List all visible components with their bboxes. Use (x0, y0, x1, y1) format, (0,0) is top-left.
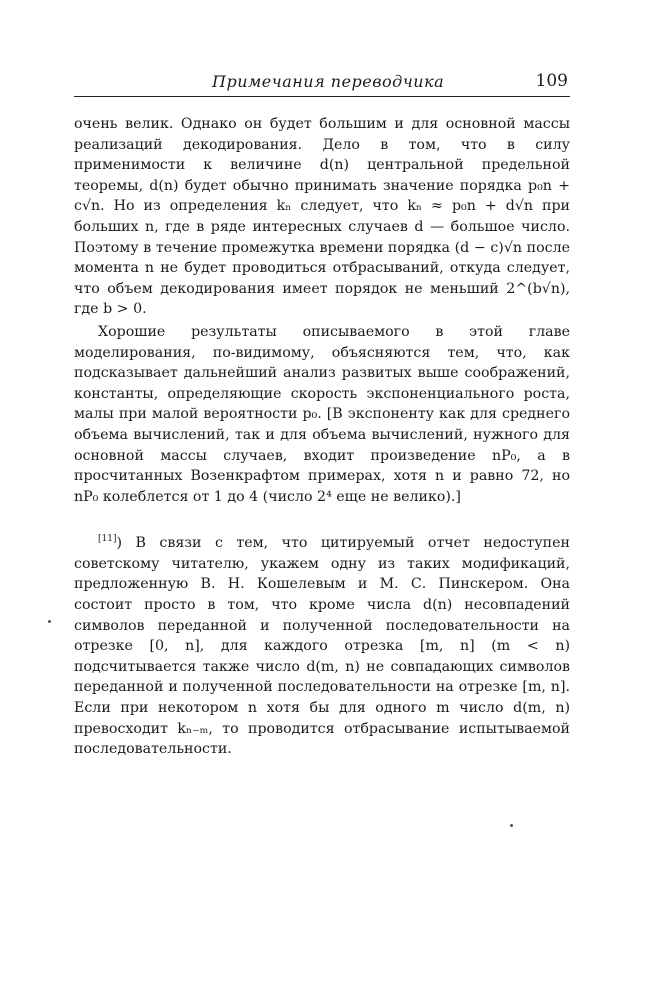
paragraph-1: очень велик. Однако он будет большим и для основной массы реализаций декодирования. Дело в том, что в силу применимости к величине d(n) центральной предельной теоремы, d(n) будет обычно принимать значение порядка p₀n + c√n. Но из определения kₙ следует, что kₙ ≈ p₀n + d√n при больших n, где в ряде интересных случаев d — большое число. Поэтому в течение промежутка времени порядка (d − c)√n после момента n не будет проводиться отбрасываний, откуда следует, что объем декодирования имеет порядок не меньший 2^(b√n), где b > 0. (74, 116, 570, 318)
footnote-marker: [11] (98, 534, 117, 545)
paragraph-2: Хорошие результаты описываемого в этой главе моделирования, по-видимому, объясняются тем, что, как подсказывает дальнейший анализ развитых выше соображений, константы, определяющие скорость экспоненциального роста, малы при малой вероятности p₀. [В экспоненту как для среднего объема вычислений, так и для объема вычислений, нужного для основной массы случаев, входит произведение nP₀, а в просчитанных Возенкрафтом примерах, хотя n и равно 72, но nP₀ колеблется от 1 до 4 (число 2⁴ еще не велико).] (74, 323, 570, 505)
page-header (74, 70, 570, 97)
stray-dot (48, 620, 51, 623)
footnote-text: ) В связи с тем, что цитируемый отчет недоступен советскому читателю, укажем одну из таких модификаций, предложенную В. Н. Кошелевым и М. С. Пинскером. Она состоит просто в том, что кроме числа d(n) несовпадений символов переданной и полученной последовательности на отрезке [0, n], для каждого отрезка [m, n] (m < n) подсчитывается также число d(m, n) не совпадающих символов переданной и полученной последовательности на отрезке [m, n]. Если при некотором n хотя бы для одного m число d(m, n) превосходит kₙ₋ₘ, то проводится отбрасывание испытываемой последовательности. (74, 535, 570, 758)
page-number: 109 (535, 71, 568, 91)
running-title: Примечания переводчика (212, 72, 445, 91)
body-text (74, 114, 570, 760)
stray-dot (510, 824, 513, 827)
footnote-11 (74, 529, 570, 760)
